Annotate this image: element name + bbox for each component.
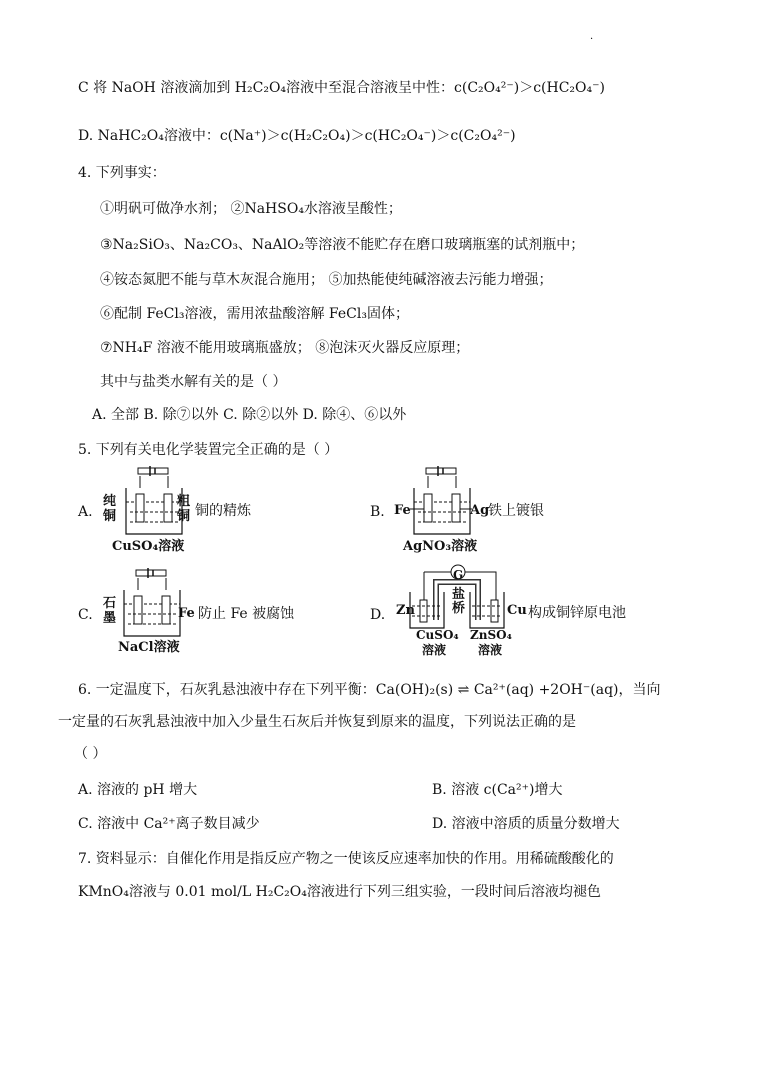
- q6-option-b: B. 溶液 c(Ca²⁺)增大: [432, 782, 563, 798]
- fig-b-right-electrode: Ag: [470, 503, 490, 518]
- q4-item-4: ⑥配制 FeCl₃溶液，需用浓盐酸溶解 FeCl₃固体；: [100, 306, 409, 322]
- fig-a-letter: A.: [78, 504, 93, 520]
- fig-a-description: 铜的精炼: [195, 503, 251, 519]
- q4-item-5: ⑦NH₄F 溶液不能用玻璃瓶盛放； ⑧泡沫灭火器反应原理；: [100, 340, 470, 356]
- fig-a-left-electrode: 纯 铜: [103, 494, 117, 524]
- q4-stem: 4. 下列事实：: [78, 165, 166, 181]
- fig-c-solution: NaCl溶液: [118, 640, 180, 655]
- q7-stem-line-1: 7. 资料显示：自催化作用是指反应产物之一使该反应速率加快的作用。用稀硫酸酸化的: [78, 851, 614, 867]
- fig-d-galvanometer: G: [453, 568, 464, 582]
- q6-option-d: D. 溶液中溶质的质量分数增大: [432, 816, 620, 832]
- q6-stem-line-1: 6. 一定温度下，石灰乳悬浊液中存在下列平衡：Ca(OH)₂(s) ⇌ Ca²⁺(aq) +2OH⁻(aq)，当向: [78, 682, 661, 698]
- q3-option-c: C 将 NaOH 溶液滴加到 H₂C₂O₄溶液中至混合溶液呈中性：c(C₂O₄²⁻)＞c(HC₂O₄⁻): [78, 80, 605, 96]
- q6-stem-line-2: 一定量的石灰乳悬浊液中加入少量生石灰后并恢复到原来的温度，下列说法正确的是: [58, 714, 576, 730]
- fig-d-description: 构成铜锌原电池: [528, 605, 626, 621]
- fig-d-left-electrode: Zn: [396, 603, 415, 618]
- fig-b-description: 铁上镀银: [488, 503, 544, 519]
- q4-item-1: ①明矾可做净水剂； ②NaHSO₄水溶液呈酸性；: [100, 201, 402, 217]
- fig-b-letter: B.: [370, 504, 385, 520]
- q5-stem: 5. 下列有关电化学装置完全正确的是（ ）: [78, 442, 339, 458]
- fig-d-letter: D.: [370, 607, 386, 623]
- q7-stem-line-2: KMnO₄溶液与 0.01 mol/L H₂C₂O₄溶液进行下列三组实验，一段时间后溶液均褪色: [78, 884, 601, 900]
- q6-answer-bracket: （ ）: [74, 746, 107, 762]
- fig-c-right-electrode: Fe: [178, 606, 195, 621]
- q6-option-a: A. 溶液的 pH 增大: [78, 782, 198, 798]
- fig-d-right-electrode: Cu: [507, 603, 527, 618]
- q6-option-c: C. 溶液中 Ca²⁺离子数目减少: [78, 816, 260, 832]
- fig-b-left-electrode: Fe: [394, 503, 411, 518]
- fig-c-left-electrode: 石 墨: [103, 596, 117, 626]
- fig-d-salt-bridge: 盐 桥: [452, 587, 466, 616]
- fig-a-right-electrode: 粗 铜: [177, 494, 191, 524]
- fig-a-solution: CuSO₄溶液: [112, 539, 185, 554]
- q4-options: A. 全部 B. 除⑦以外 C. 除②以外 D. 除④、⑥以外: [92, 407, 407, 423]
- q4-item-3: ④铵态氮肥不能与草木灰混合施用； ⑤加热能使纯碱溶液去污能力增强；: [100, 272, 553, 288]
- q3-option-d: D. NaHC₂O₄溶液中：c(Na⁺)＞c(H₂C₂O₄)＞c(HC₂O₄⁻)＞c(C₂O₄²⁻): [78, 128, 516, 144]
- fig-b-solution: AgNO₃溶液: [403, 539, 478, 554]
- q4-item-2: ③Na₂SiO₃、Na₂CO₃、NaAlO₂等溶液不能贮存在磨口玻璃瓶塞的试剂瓶中；: [100, 237, 585, 253]
- header-mark: ·: [590, 34, 594, 45]
- fig-c-description: 防止 Fe 被腐蚀: [198, 606, 295, 622]
- fig-d-left-solution: CuSO₄ 溶液: [416, 628, 459, 657]
- q4-question: 其中与盐类水解有关的是（ ）: [100, 374, 287, 390]
- fig-c-letter: C.: [78, 607, 93, 623]
- fig-d-right-solution: ZnSO₄ 溶液: [470, 628, 512, 657]
